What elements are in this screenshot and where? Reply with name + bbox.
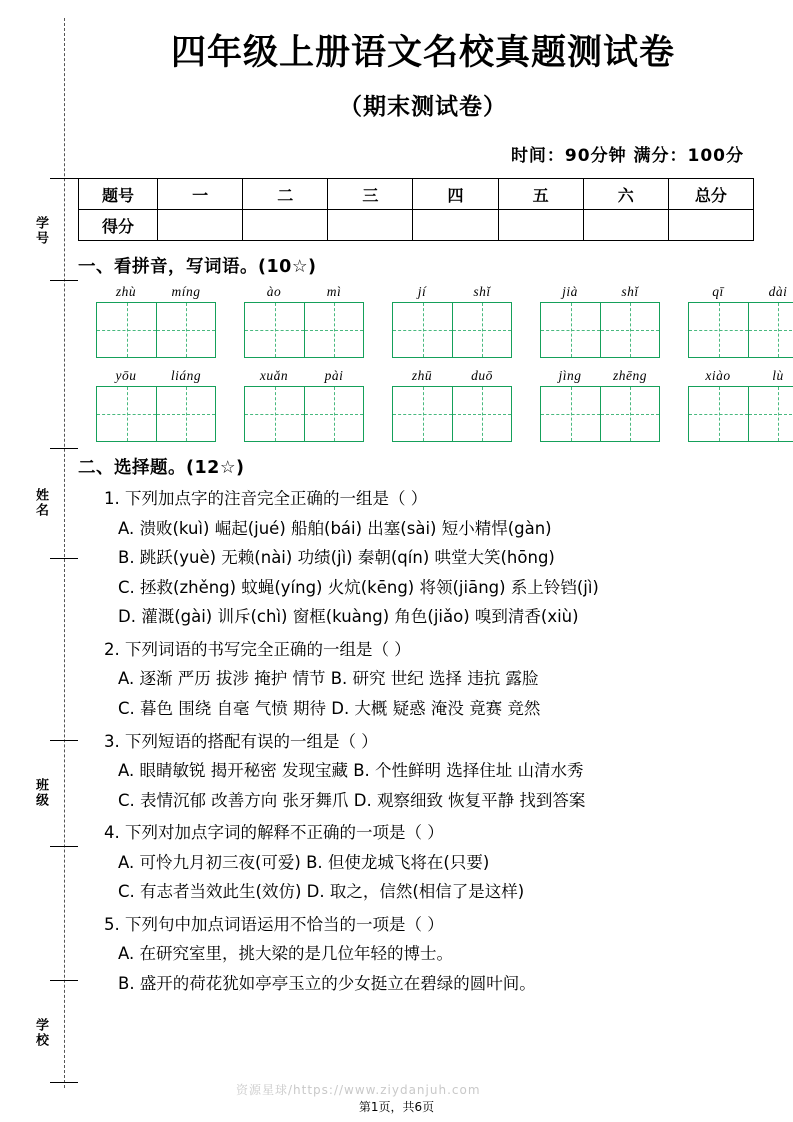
pinyin-syllable: duō	[471, 368, 493, 383]
pinyin-text	[96, 368, 216, 384]
pinyin-text	[96, 284, 216, 300]
margin-divider	[50, 280, 78, 281]
table-row	[79, 210, 754, 241]
tianzi-box[interactable]	[392, 386, 512, 442]
score-header-total: 总分	[668, 179, 753, 210]
score-header-5: 五	[498, 179, 583, 210]
tianzi-box[interactable]	[688, 302, 793, 358]
pinyin-row-2	[78, 368, 784, 442]
pinyin-row-1	[78, 284, 788, 358]
pinyin-item	[688, 368, 793, 442]
pinyin-item	[96, 284, 216, 358]
pinyin-syllable: zhēng	[613, 368, 647, 383]
question-5-stem: 5. 下列句中加点词语运用不恰当的一项是（ ）	[104, 914, 444, 934]
tianzi-box[interactable]	[96, 302, 216, 358]
margin-label-school: 学校	[33, 1018, 48, 1048]
margin-divider	[50, 846, 78, 847]
score-header-1: 一	[158, 179, 243, 210]
score-header-6: 六	[583, 179, 668, 210]
pinyin-syllable: liáng	[170, 368, 202, 383]
question-2-option-ab[interactable]: A. 逐渐 严历 拔涉 掩护 情节 B. 研究 世纪 选择 违抗 露脸	[118, 669, 539, 689]
margin-divider	[50, 980, 78, 981]
margin-label-class: 班级	[33, 778, 48, 808]
margin-divider	[50, 740, 78, 741]
margin-label-student-id: 学号	[33, 216, 48, 246]
pinyin-text	[244, 284, 364, 300]
pinyin-text	[392, 368, 512, 384]
pinyin-syllable: xiào	[705, 368, 731, 383]
tianzi-box[interactable]	[540, 386, 660, 442]
pinyin-syllable: dài	[768, 284, 788, 299]
pinyin-syllable: jià	[562, 284, 578, 299]
section-1-heading: 一、看拼音，写词语。(10☆)	[78, 257, 317, 277]
section-2-heading: 二、选择题。(12☆)	[78, 458, 245, 478]
pinyin-syllable: yōu	[115, 368, 137, 383]
margin-strip	[20, 18, 66, 1088]
question-1-option-a[interactable]: A. 溃败(kuì) 崛起(jué) 船舶(bái) 出塞(sài) 短小精悍(gàn)	[118, 518, 552, 538]
score-header-3: 三	[328, 179, 413, 210]
score-cell-total[interactable]	[668, 210, 753, 241]
pinyin-syllable: xuǎn	[259, 368, 289, 383]
pinyin-syllable: shǐ	[473, 284, 491, 299]
question-1-option-b[interactable]: B. 跳跃(yuè) 无赖(nài) 功绩(jì) 秦朝(qín) 哄堂大笑(hōng)	[118, 548, 555, 568]
tianzi-box[interactable]	[392, 302, 512, 358]
score-header-label: 题号	[79, 179, 158, 210]
pinyin-syllable: jìng	[558, 368, 582, 383]
score-cell-5[interactable]	[498, 210, 583, 241]
pinyin-item	[392, 284, 512, 358]
score-cell-6[interactable]	[583, 210, 668, 241]
pinyin-text	[688, 368, 793, 384]
question-3-stem: 3. 下列短语的搭配有误的一组是（ ）	[104, 731, 378, 751]
score-table	[78, 178, 754, 241]
question-4-option-ab[interactable]: A. 可怜九月初三夜(可爱) B. 但使龙城飞将在(只要)	[118, 852, 490, 872]
tianzi-box[interactable]	[688, 386, 793, 442]
exam-meta: 时间：90分钟 满分：100分	[510, 146, 744, 166]
margin-label-name: 姓名	[33, 488, 48, 518]
pinyin-item	[244, 368, 364, 442]
pinyin-writing-grid	[78, 284, 788, 442]
question-3-option-ab[interactable]: A. 眼睛敏锐 揭开秘密 发现宝藏 B. 个性鲜明 选择住址 山清水秀	[118, 761, 584, 781]
pinyin-item	[96, 368, 216, 442]
tianzi-box[interactable]	[244, 386, 364, 442]
question-2-option-cd[interactable]: C. 暮色 围绕 自毫 气愤 期待 D. 大概 疑惑 淹没 竟赛 竞然	[118, 698, 541, 718]
pinyin-syllable: zhū	[411, 368, 433, 383]
margin-divider	[50, 448, 78, 449]
score-header-2: 二	[243, 179, 328, 210]
watermark: 资源星球/https://www.ziydanjuh.com	[236, 1083, 481, 1097]
pinyin-syllable: mì	[326, 284, 342, 299]
question-3-option-cd[interactable]: C. 表情沉郁 改善方向 张牙舞爪 D. 观察细致 恢复平静 找到答案	[118, 790, 586, 810]
pinyin-item	[540, 368, 660, 442]
pinyin-text	[392, 284, 512, 300]
margin-divider	[50, 1082, 78, 1083]
page-footer: 第1页，共6页	[358, 1100, 435, 1114]
question-5-option-b[interactable]: B. 盛开的荷花犹如亭亭玉立的少女挺立在碧绿的圆叶间。	[118, 974, 536, 993]
score-cell-2[interactable]	[243, 210, 328, 241]
question-4-option-cd[interactable]: C. 有志者当效此生(效仿) D. 取之，信然(相信了是这样)	[118, 882, 525, 902]
tianzi-box[interactable]	[96, 386, 216, 442]
pinyin-syllable: zhù	[115, 284, 137, 299]
table-row	[79, 179, 754, 210]
pinyin-syllable: jí	[417, 284, 427, 299]
exam-content	[78, 20, 788, 997]
score-cell-3[interactable]	[328, 210, 413, 241]
question-2-stem: 2. 下列词语的书写完全正确的一组是（ ）	[104, 639, 411, 659]
pinyin-syllable: qī	[712, 284, 724, 299]
pinyin-syllable: lù	[772, 368, 784, 383]
question-4-stem: 4. 下列对加点字词的解释不正确的一项是（ ）	[104, 823, 444, 843]
margin-divider	[50, 558, 78, 559]
pinyin-syllable: ào	[266, 284, 282, 299]
pinyin-item	[540, 284, 660, 358]
page-title: 四年级上册语文名校真题测试卷	[170, 33, 675, 73]
pinyin-text	[540, 284, 660, 300]
pinyin-syllable: míng	[171, 284, 201, 299]
pinyin-text	[540, 368, 660, 384]
pinyin-item	[244, 284, 364, 358]
pinyin-syllable: shǐ	[621, 284, 639, 299]
score-cell-1[interactable]	[158, 210, 243, 241]
pinyin-item	[688, 284, 793, 358]
score-header-4: 四	[413, 179, 498, 210]
question-5-option-a[interactable]: A. 在研究室里，挑大梁的是几位年轻的博士。	[118, 944, 453, 964]
pinyin-syllable: pài	[324, 368, 344, 383]
question-1-stem: 1. 下列加点字的注音完全正确的一组是（ ）	[104, 489, 428, 508]
score-cell-4[interactable]	[413, 210, 498, 241]
tianzi-box[interactable]	[244, 302, 364, 358]
margin-divider	[50, 178, 78, 179]
score-row-label: 得分	[79, 210, 158, 241]
pinyin-text	[244, 368, 364, 384]
question-1-option-d[interactable]: D. 灌溉(gài) 训斥(chì) 窗框(kuàng) 角色(jiǎo) 嗅到清香(xiù)	[118, 607, 579, 627]
tianzi-box[interactable]	[540, 302, 660, 358]
pinyin-item	[392, 368, 512, 442]
page-subtitle: （期末测试卷）	[339, 94, 507, 120]
question-1-option-c[interactable]: C. 拯救(zhěng) 蚊蝇(yíng) 火炕(kēng) 将领(jiāng) 系上铃铛(jì)	[118, 577, 599, 597]
pinyin-text	[688, 284, 793, 300]
